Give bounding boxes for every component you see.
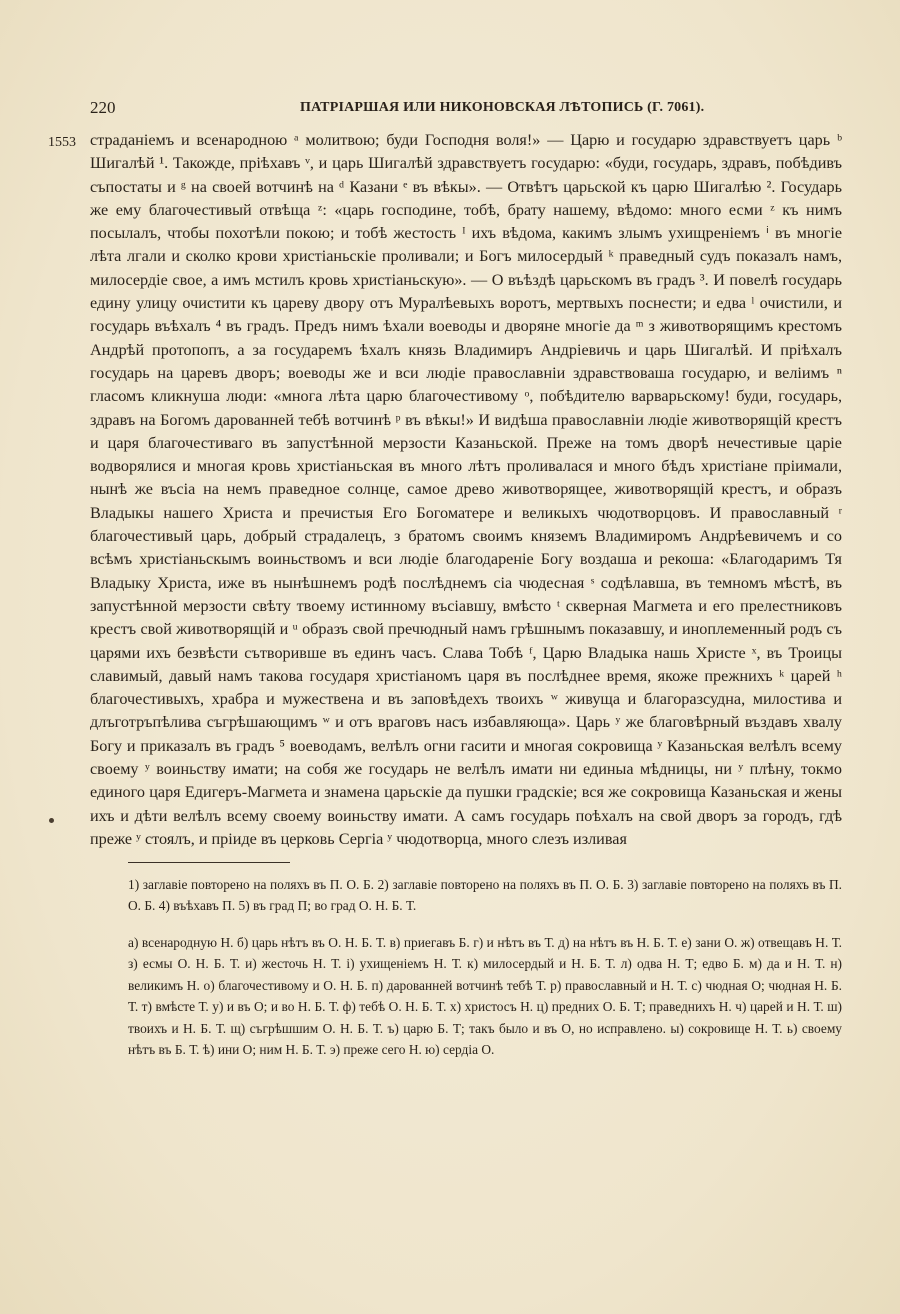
- running-title: ПАТРІАРШАЯ ИЛИ НИКОНОВСКАЯ ЛѢТОПИСЬ (Г. 7061).: [300, 100, 705, 115]
- main-paragraph: страданіемъ и всенародною ᵃ молитвою; буди Господня воля!» — Царю и государю здравствуетъ царь ᵇ Шигалѣй ¹. Такожде, пріѣхавъ ᵛ, и царь Шигалѣй здравствуетъ государю: «буди, государь, здравъ, побѣдивъ съпостаты и ᵍ на своей вотчинѣ на ᵈ Казани ᵉ въ вѣкы». — Отвѣтъ царьской къ царю Шигалѣю ². Государь же ему благочестивый отвѣща ᶻ: «царь господине, тобѣ, брату нашему, вѣдомо: много есми ᶻ къ нимъ посылалъ, чтобы похотѣли покою; и тобѣ жестость ᴵ ихъ вѣдома, какимъ злымъ ухищреніемъ ⁱ въ многіе лѣта лгали и сколко крови христіаньскіе проливали; и Богъ милосердый ᵏ праведный судъ показалъ намъ, милосердіе свое, а имъ мстилъ кровь христіаньскую». — О въѣздѣ царьскомъ въ градъ ³. И повелѣ государь едину улицу очистити къ цареву двору отъ Муралѣевыхъ воротъ, мертвыхъ поснести; и едва ˡ очистили, и государь въѣхалъ ⁴ въ градъ. Предъ нимъ ѣхали воеводы и дворяне многіе да ᵐ з животворящимъ крестомъ Андрѣй протопопъ, а за государемъ ѣхалъ князь Владимиръ Андріевичь и царь Шигалѣй. И пріѣхалъ государь на царевъ дворъ; воеводы же и вси людіе православніи здравствоваша государю, и веліимъ ⁿ гласомъ кликнуша люди: «многа лѣта царю благочестивому ᵒ, побѣдителю варварьскому! буди, государь, здравъ на Богомъ дарованней тебѣ вотчинѣ ᵖ въ вѣкы!» И видѣша православніи людіе животворящій крестъ и царя благочестиваго въ запустѣнной мерзости Казаньской. Преже на томъ дворѣ нечестивые царіе водворялися и многая кровь христіаньская въ много лѣтъ проливалася и много бѣдъ христіане пріимали, нынѣ же въсіа на немъ праведное солнце, самое древо животворящее, животворящій крестъ, и образъ Владыкы нашего Христа и пречистыя Его Богоматере и великыхъ чюдотворцовъ. И православный ʳ благочестивый царь, добрый страдалецъ, з братомъ своимъ княземъ Владимиромъ Андрѣевичемъ и со всѣмъ христіаньскымъ воиньствомъ и вси людіе благодареніе Богу воздаша и рекоша: «Благодаримъ Тя Владыку Христа, иже въ нынѣшнемъ родѣ послѣднемъ сіа чюдесная ˢ содѣлавша, въ темномъ мѣстѣ, въ запустѣнной мерзости свѣту твоему истинному въсіавшу, вмѣсто ᵗ скверная Магмета и его прелестниковъ крестъ свой животворящій и ᵘ образъ свой пречюдный намъ грѣшнымъ показавшу, и иноплеменный родъ съ царями ихъ безвѣсти сътворивше въ единъ часъ. Слава Тобѣ ᶠ, Царю Владыка нашь Христе ˣ, въ Троицы славимый, давый намъ такова государя христіаномъ царя въ послѣднее время, якоже прежнихъ ᵏ царей ʰ благочестивыхъ, храбра и мужествена и въ заповѣдехъ твоихъ ʷ живуща и благоразсудна, милостива и длъготръпѣлива съгрѣшающимъ ʷ и отъ враговъ насъ избавляюща». Царь ʸ же благовѣрный въздавъ хвалу Богу и приказалъ въ градъ ⁵ воеводамъ, велѣлъ огни гасити и многая сокровища ʸ Казаньская велѣлъ всему своему ʸ воиньству имати; на собя же государь не велѣлъ имати ни единыа мѣдницы, ни ʸ плѣну, токмо единого царя Едигеръ-Магмета и знамена царьскіе да пушки градскіе; вся же сокровища Казаньская и жены ихъ и дѣти велѣлъ всему своему воиньству имати. А самъ государь поѣхалъ на свой дворъ за городъ, гдѣ преже ʸ стоялъ, и пріиде въ церковь Сергіа ʸ чюдотворца, много слезъ изливая: [90, 131, 842, 848]
- margin-year: 1553: [48, 135, 76, 150]
- footnote-divider: [128, 862, 290, 863]
- ink-blot: [49, 818, 54, 823]
- page-header: [90, 98, 842, 122]
- main-text: [90, 129, 842, 851]
- numbered-footnotes-text: 1) заглавіе повторено на поляхъ въ П. О. Б. 2) заглавіе повторено на поляхъ въ П. О. Б. 3) заглавіе повторено на поляхъ въ П. О. Б. 4) въѣхавъ П. 5) въ град П; во град О. Н. Б. Т.: [128, 877, 842, 914]
- page-number: 220: [90, 98, 116, 117]
- numbered-footnotes: [128, 874, 842, 917]
- variant-footnotes-text: а) всенародную Н. б) царь нѣтъ въ О. Н. Б. Т. в) приегавъ Б. г) и нѣтъ въ Т. д) на нѣтъ въ Н. Б. Т. е) зани О. ж) отвещавъ Н. Т. з) есмы О. Н. Б. Т. и) жесточь Н. Т. і) ухищеніемъ Н. Т. к) милосердый и Н. Б. Т. л) одва Н. Т; едво Б. м) да и Н. Т. н) великимъ Н. о) благочестивому и О. Н. Б. п) дарованней вотчинѣ тебѣ Т. р) православный и Н. Т. с) чюдная О; чюдная Н. Б. Т. т) вмѣсте Т. у) и въ О; и во Н. Б. Т. ф) тебѣ О. Н. Б. Т. х) христосъ Н. ц) предних О. Б. Т; праведнихъ Н. ч) царей и Н. Т. ш) твоихъ и Н. Б. Т. щ) съгрѣшшим О. Н. Б. Т. ъ) царю Б. Т; такъ было и въ О, но исправлено. ы) сокровище Н. Т. ь) своему нѣтъ въ Б. Т. ѣ) ини О; ним Н. Б. Т. э) преже сего Н. ю) сердіа О.: [128, 935, 842, 1058]
- variant-footnotes: [128, 932, 842, 1060]
